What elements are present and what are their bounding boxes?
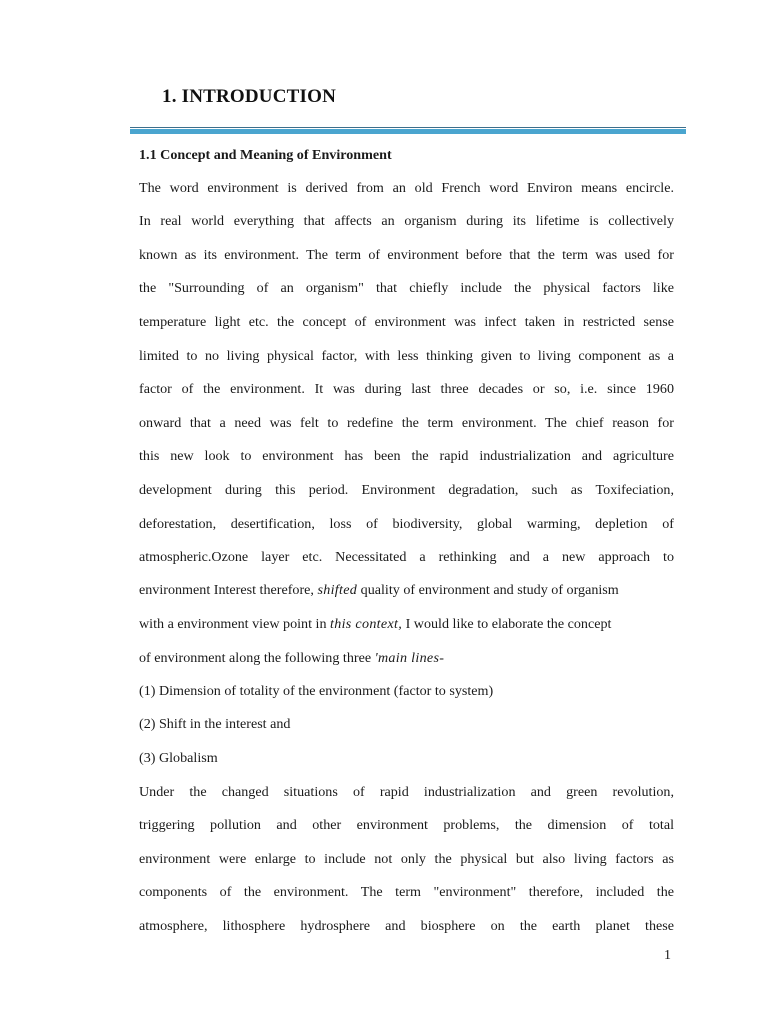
paragraph-line: Under the changed situations of rapid industrialization and green revolution, [139, 784, 674, 800]
title-rule-thick [130, 129, 686, 134]
paragraph-line: known as its environment. The term of environment before that the term was used for [139, 247, 674, 263]
paragraph-line: components of the environment. The term "environment" therefore, included the [139, 884, 674, 900]
paragraph-line: atmospheric.Ozone layer etc. Necessitated a rethinking and a new approach to [139, 549, 674, 565]
list-item: (1) Dimension of totality of the environment (factor to system) [139, 683, 494, 699]
text-run: with a environment view point in [139, 616, 331, 632]
list-item: (2) Shift in the interest and [139, 716, 291, 732]
list-item: (3) Globalism [139, 750, 218, 766]
paragraph-line: development during this period. Environment degradation, such as Toxifeciation, [139, 482, 674, 498]
paragraph-line: environment were enlarge to include not only the physical but also living factors as [139, 851, 674, 867]
paragraph-line: the "Surrounding of an organism" that chiefly include the physical factors like [139, 280, 674, 296]
paragraph-line-context [139, 614, 674, 634]
paragraph-line: onward that a need was felt to redefine the term environment. The chief reason for [139, 415, 674, 431]
title-rule-thin [130, 127, 686, 128]
paragraph-line: deforestation, desertification, loss of biodiversity, global warming, depletion of [139, 516, 674, 532]
paragraph-line: In real world everything that affects an organism during its lifetime is collectively [139, 213, 674, 229]
paragraph-line-main-lines [139, 648, 674, 668]
text-run: environment Interest therefore, [139, 582, 318, 598]
text-run: I would like to elaborate the concept [402, 616, 612, 632]
italic-run: shifted [317, 582, 358, 598]
paragraph-line-shifted [139, 580, 674, 600]
section-heading: 1.1 Concept and Meaning of Environment [139, 147, 392, 163]
paragraph-line: this new look to environment has been the rapid industrialization and agriculture [139, 448, 674, 464]
paragraph-line: atmosphere, lithosphere hydrosphere and biosphere on the earth planet these [139, 918, 674, 934]
paragraph-line: The word environment is derived from an old French word Environ means encircle. [139, 180, 674, 196]
text-run: of environment along the following three [139, 650, 375, 666]
text-run: quality of environment and study of organism [357, 582, 619, 598]
paragraph-line: temperature light etc. the concept of environment was infect taken in restricted sense [139, 314, 674, 330]
paragraph-line: triggering pollution and other environment problems, the dimension of total [139, 817, 674, 833]
paragraph-line: factor of the environment. It was during last three decades or so, i.e. since 1960 [139, 381, 674, 397]
italic-run: this context, [330, 616, 403, 632]
paragraph-line: limited to no living physical factor, with less thinking given to living component as a [139, 348, 674, 364]
page-number: 1 [664, 948, 671, 963]
italic-run: 'main lines- [374, 650, 445, 666]
chapter-title: 1. INTRODUCTION [162, 86, 337, 107]
